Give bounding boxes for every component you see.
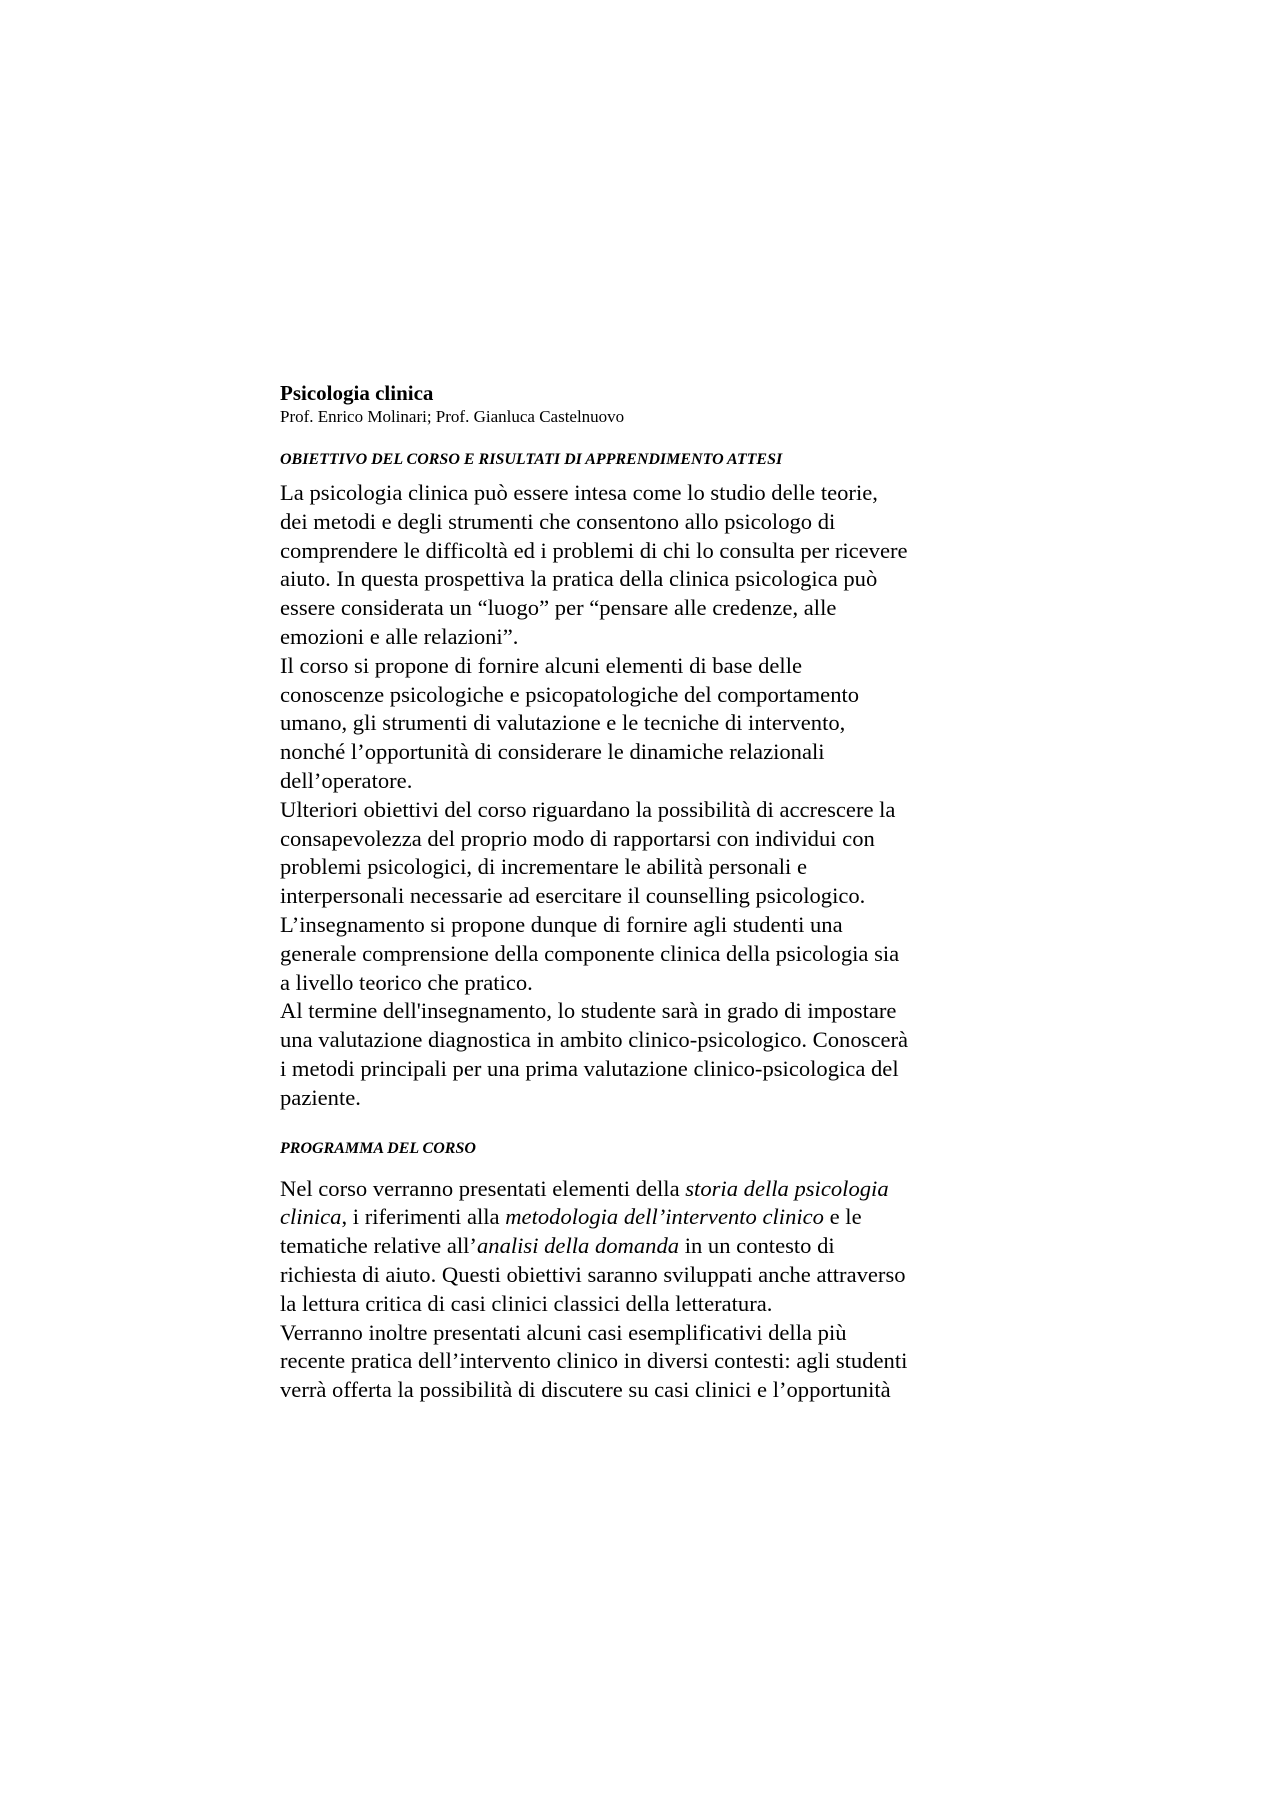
text-run: e le — [823, 1204, 862, 1230]
text-line — [280, 1203, 1020, 1232]
text-line: una valutazione diagnostica in ambito clinico-psicologico. Conoscerà — [280, 1027, 909, 1053]
text-line: paziente. — [280, 1084, 361, 1110]
section-program — [280, 1139, 1020, 1405]
text-line: aiuto. In questa prospettiva la pratica della clinica psicologica può — [280, 566, 878, 592]
text-run: Nel corso verranno presentati elementi della — [280, 1175, 686, 1201]
text-line: comprendere le difficoltà ed i problemi di chi lo consulta per ricevere — [280, 537, 908, 563]
text-run: , i riferimenti alla — [341, 1204, 506, 1230]
text-line: dei metodi e degli strumenti che consentono allo psicologo di — [280, 508, 836, 534]
italic-term: clinica — [280, 1204, 342, 1230]
text-line: L’insegnamento si propone dunque di fornire agli studenti una — [280, 911, 843, 937]
italic-term: storia della psicologia — [685, 1175, 889, 1201]
document-page — [280, 380, 1020, 1405]
text-line: consapevolezza del proprio modo di rapportarsi con individui con — [280, 825, 875, 851]
text-line: richiesta di aiuto. Questi obiettivi saranno sviluppati anche attraverso — [280, 1261, 906, 1287]
text-line: dell’operatore. — [280, 767, 413, 793]
course-professors: Prof. Enrico Molinari; Prof. Gianluca Castelnuovo — [280, 407, 625, 426]
text-line: recente pratica dell’intervento clinico in diversi contesti: agli studenti — [280, 1348, 908, 1374]
program-paragraph — [280, 1175, 1020, 1405]
text-line: problemi psicologici, di incrementare le abilità personali e — [280, 854, 808, 880]
text-run: in un contesto di — [679, 1233, 835, 1259]
text-line: generale comprensione della componente clinica della psicologia sia — [280, 940, 900, 966]
text-run: tematiche relative all’ — [280, 1233, 477, 1259]
text-line: nonché l’opportunità di considerare le dinamiche relazionali — [280, 739, 825, 765]
objectives-paragraph — [280, 479, 1020, 1113]
text-line: la lettura critica di casi clinici classici della letteratura. — [280, 1290, 773, 1316]
text-line: a livello teorico che pratico. — [280, 969, 533, 995]
text-line: emozioni e alle relazioni”. — [280, 623, 519, 649]
text-line: conoscenze psicologiche e psicopatologiche del comportamento — [280, 681, 860, 707]
text-line: verrà offerta la possibilità di discutere su casi clinici e l’opportunità — [280, 1377, 891, 1403]
text-line: La psicologia clinica può essere intesa come lo studio delle teorie, — [280, 480, 878, 505]
text-line: interpersonali necessarie ad esercitare il counselling psicologico. — [280, 883, 866, 909]
course-title: Psicologia clinica — [280, 381, 434, 405]
section-heading-program: PROGRAMMA DEL CORSO — [280, 1139, 476, 1157]
text-line — [280, 1175, 1020, 1204]
text-line: Ulteriori obiettivi del corso riguardano la possibilità di accrescere la — [280, 796, 896, 822]
text-line: umano, gli strumenti di valutazione e le tecniche di intervento, — [280, 710, 846, 736]
italic-term: analisi della domanda — [476, 1233, 680, 1259]
text-line: Al termine dell'insegnamento, lo studente sarà in grado di impostare — [280, 998, 897, 1024]
text-line — [280, 1232, 1020, 1261]
text-line: essere considerata un “luogo” per “pensare alle credenze, alle — [280, 595, 837, 621]
text-line: Il corso si propone di fornire alcuni elementi di base delle — [280, 652, 802, 678]
italic-term: metodologia dell’intervento clinico — [505, 1204, 824, 1230]
text-line: Verranno inoltre presentati alcuni casi esemplificativi della più — [280, 1319, 847, 1345]
section-objectives — [280, 450, 1020, 1113]
section-heading-objectives: OBIETTIVO DEL CORSO E RISULTATI DI APPRENDIMENTO ATTESI — [280, 451, 783, 468]
text-line: i metodi principali per una prima valutazione clinico-psicologica del — [280, 1055, 899, 1081]
